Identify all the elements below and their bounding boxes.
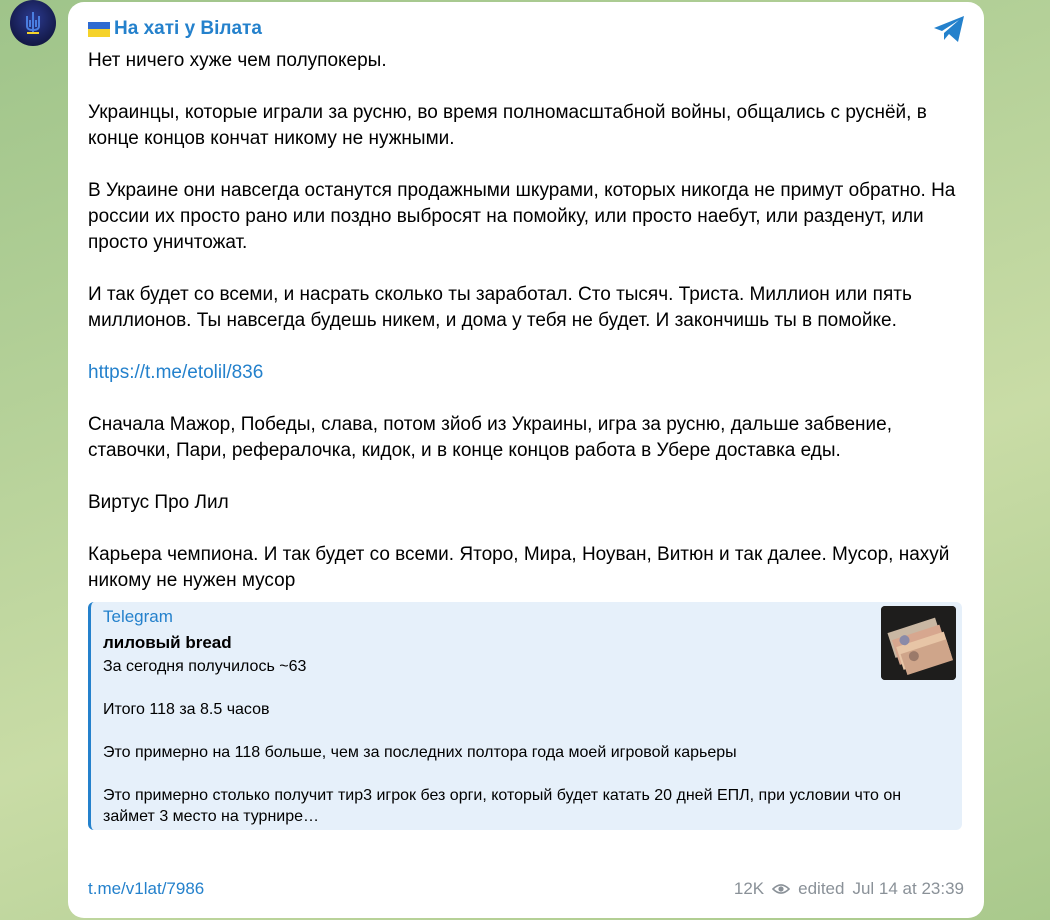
- preview-description: [103, 656, 950, 827]
- preview-line: Итого 118 за 8.5 часов: [103, 701, 270, 718]
- source-link[interactable]: t.me/v1lat/7986: [88, 879, 205, 898]
- channel-avatar[interactable]: [10, 0, 56, 46]
- preview-site-name: Telegram: [103, 607, 173, 626]
- timestamp: Jul 14 at 23:39: [852, 879, 964, 898]
- post-paragraph: И так будет со всеми, и насрать сколько ты заработал. Сто тысяч. Триста. Миллион или пять миллионов. Ты навсегда будешь никем, и дома у тебя не будет. И закончишь ты в помойке.: [88, 284, 912, 331]
- share-icon[interactable]: [932, 14, 966, 44]
- post-paragraph: Сначала Мажор, Победы, слава, потом зйоб из Украины, игра за русню, дальше забвение, ставочки, Пари, рефералочка, кидок, и в конце концов работа в Убере доставка еды.: [88, 414, 892, 461]
- message-footer: [88, 878, 964, 900]
- preview-line: Это примерно столько получит тир3 игрок без орги, который будет катать 20 дней ЕПЛ, при условии что он займет 3 место на турнире…: [103, 787, 902, 825]
- post-text: [88, 48, 964, 594]
- preview-title: лиловый bread: [103, 633, 232, 652]
- post-paragraph: Виртус Про Лил: [88, 492, 229, 513]
- preview-line: За сегодня получилось ~63: [103, 658, 307, 675]
- post-paragraph: В Украине они навсегда останутся продажными шкурами, которых никогда не примут обратно. На россии их просто рано или поздно выбросят на помойку, или просто наебут, или разденут, или просто уничтожат.: [88, 180, 956, 253]
- ukraine-flag-icon: [88, 22, 110, 37]
- post-paragraph: Нет ничего хуже чем полупокеры.: [88, 50, 387, 71]
- post-paragraph: Украинцы, которые играли за русню, во время полномасштабной войны, общались с руснёй, в конце концов кончат никому не нужными.: [88, 102, 927, 149]
- link-preview[interactable]: [88, 602, 962, 830]
- eye-icon: [772, 883, 790, 895]
- message-meta: [734, 879, 964, 899]
- message-header: [88, 16, 964, 42]
- message-bubble: [68, 2, 984, 918]
- post-link[interactable]: https://t.me/etolil/836: [88, 362, 264, 383]
- trident-icon: [18, 8, 48, 38]
- edited-label: edited: [798, 879, 845, 898]
- preview-line: Это примерно на 118 больше, чем за последних полтора года моей игровой карьеры: [103, 744, 737, 761]
- post-paragraph: Карьера чемпиона. И так будет со всеми. Яторо, Мира, Ноуван, Витюн и так далее. Мусор, нахуй никому не нужен мусор: [88, 544, 950, 591]
- views-count: 12K: [733, 879, 765, 898]
- preview-thumbnail[interactable]: [881, 606, 956, 680]
- channel-name[interactable]: На хаті у Вілата: [114, 18, 262, 39]
